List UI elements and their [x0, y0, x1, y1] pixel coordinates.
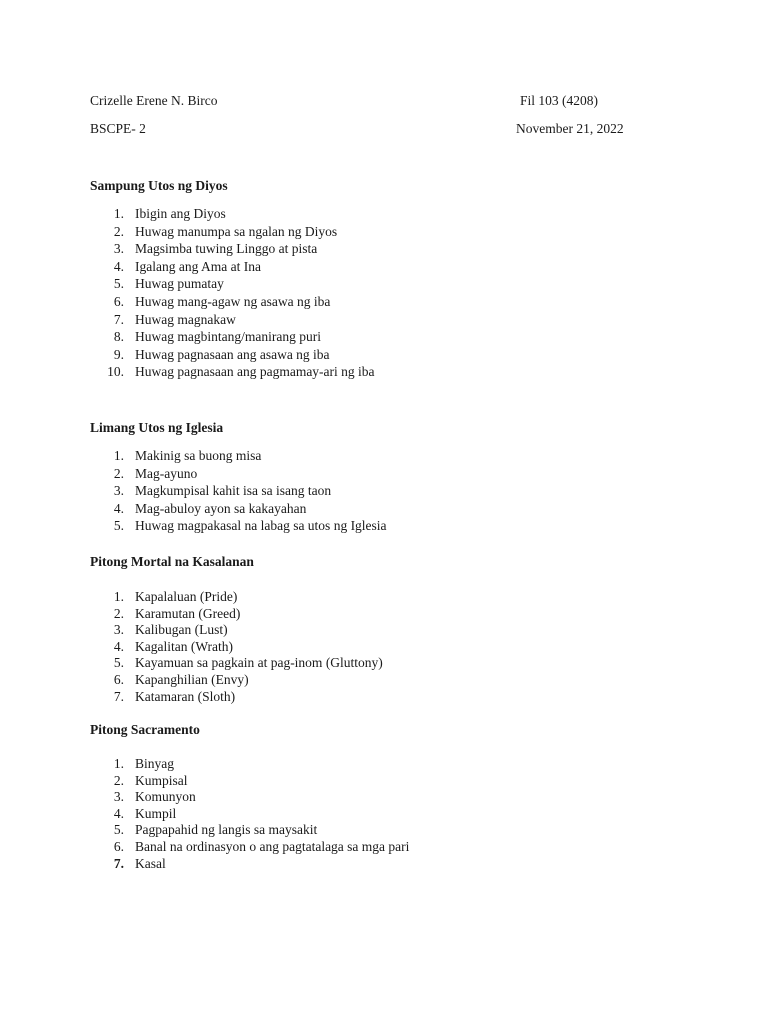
section-title-sampung-utos: Sampung Utos ng Diyos [90, 178, 228, 193]
student-name: Crizelle Erene N. Birco [90, 93, 218, 108]
document-page: Crizelle Erene N. Birco Fil 103 (4208) BSCPE- 2 November 21, 2022 Sampung Utos ng Diyos 1. Ibigin ang Diyos 2. Huwag manumpa sa ngalan ng Diyos 3. Magsimba tuwing Linggo at pista 4. Igalang ang Ama at Ina 5. Huwag pumatay 6. Huwag mang-agaw ng asawa ng iba 7. Huwag magnakaw 8. Huwag magbintang/manirang puri 9. Huwag pagnasaan ang asawa ng iba 10. Huwag pagnasaan ang pagmamay-ari ng iba Limang Utos ng Iglesia 1. Makinig sa buong misa 2. Mag-ayuno 3. Magkumpisal kahit isa sa isang taon 4. Mag-abuloy ayon sa kakayahan 5. Huwag magpakasal na labag sa utos ng Iglesia Pitong Mortal na Kasalanan 1. Kapalaluan (Pride) 2. Karamutan (Greed) 3. Kalibugan (Lust) 4. Kagalitan (Wrath) 5. Kayamuan sa pagkain at pag-inom (Gluttony) 6. Kapanghilian (Envy) 7. Katamaran (Sloth) Pitong Sacramento 1. Binyag 2. Kumpisal 3. Komunyon 4. Kumpil 5. Pagpapahid ng langis sa maysakit 6. Banal na ordinasyon o ang pagtatalaga sa mga pari 7. Kasal [90, 93, 624, 871]
section-title-pitong-sacramento: Pitong Sacramento [90, 722, 200, 737]
document-date: November 21, 2022 [516, 121, 624, 136]
course-code: Fil 103 (4208) [520, 93, 599, 108]
section-title-pitong-mortal: Pitong Mortal na Kasalanan [90, 554, 254, 569]
student-section: BSCPE- 2 [90, 121, 146, 136]
section-title-limang-utos: Limang Utos ng Iglesia [90, 420, 224, 435]
